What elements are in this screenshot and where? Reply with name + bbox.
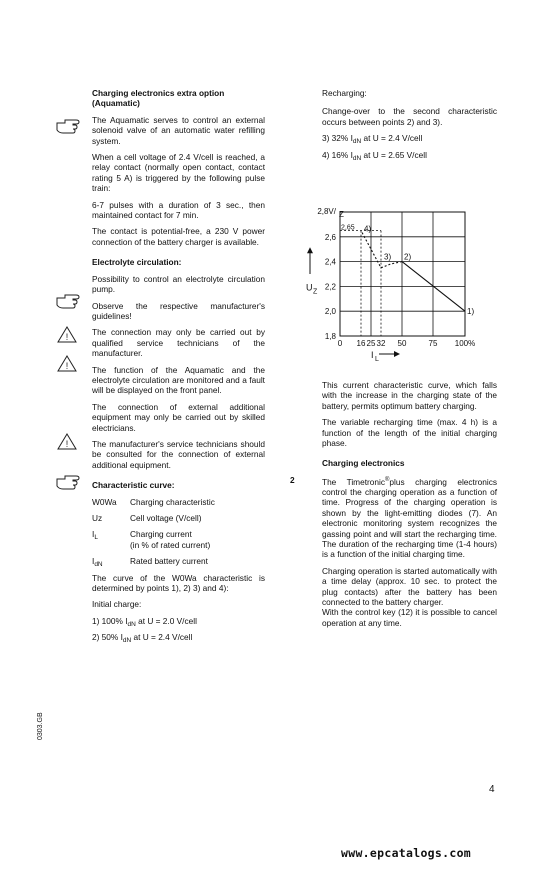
- electricians-paragraph: The connection of external additional equipment may only be carried out by skilled electricians.: [92, 401, 265, 433]
- pump-paragraph: Possibility to control an electrolyte circulation pump.: [92, 273, 265, 295]
- y-tick-label: 2,2: [324, 282, 336, 292]
- x-axis-label: I: [371, 350, 374, 360]
- pointing-hand-icon: [56, 474, 80, 490]
- x-axis-arrowhead: [394, 351, 400, 357]
- definition-row: [92, 497, 265, 507]
- x-axis-label-sub: L: [375, 356, 379, 363]
- point-label-4: 4): [364, 224, 372, 234]
- x-tick-label: 50: [397, 339, 407, 348]
- definition-desc: Charging characteristic: [130, 496, 215, 507]
- y-axis-label: U: [306, 282, 313, 293]
- plot-frame: [340, 212, 465, 336]
- x-tick-label: 32: [376, 339, 386, 348]
- auto-start-paragraph: Charging operation is started automatically with a time delay (approx. 10 sec. to protect the plug contacts) after the battery has been connected to the battery charger.: [322, 565, 497, 608]
- recharging-label: Recharging:: [322, 88, 367, 98]
- cell-voltage-paragraph: When a cell voltage of 2.4 V/cell is reached, a relay contact (normally open contact, contact rating 5 A) is triggered by the following pulse train:: [92, 152, 265, 194]
- y-axis-top-label: 2,8V/: [317, 207, 336, 216]
- x-tick-label: 16: [356, 339, 366, 348]
- y-axis-label-sub: Z: [313, 288, 318, 296]
- svg-text:!: !: [65, 361, 69, 371]
- recharge-point-4: 4) 16% $I_{dN}$ at U = 2.65 V/cell: [322, 149, 427, 162]
- definition-row: [92, 556, 265, 569]
- aquamatic-paragraph: The Aquamatic serves to control an external solenoid valve of an automatic water refilling system.: [92, 114, 265, 146]
- characteristic-curve-chart: [300, 198, 490, 363]
- point-label-1: 1): [467, 307, 475, 317]
- point-label-2: 2): [404, 252, 412, 262]
- warning-triangle-icon: [57, 326, 77, 343]
- recharging-time-paragraph: The variable recharging time (max. 4 h) is a function of the length of the initial charging phase.: [322, 417, 497, 449]
- pointing-hand-icon: [56, 293, 80, 309]
- qualified-paragraph: The connection may only be carried out by qualified service technicians of the manufacturer.: [92, 327, 265, 359]
- x-tick-label: 75: [428, 339, 438, 348]
- x-tick-label: 0: [337, 339, 343, 348]
- control-key-paragraph: With the control key (12) it is possible to cancel operation at any time.: [322, 607, 497, 628]
- contact-paragraph: The contact is potential-free, a 230 V power connection of the battery charger is available.: [92, 226, 265, 247]
- right-column-top: [322, 88, 497, 160]
- watermark-url: www.epcatalogs.com: [341, 846, 472, 860]
- svg-text:!: !: [65, 439, 69, 449]
- svg-text:!: !: [65, 332, 69, 342]
- recharge-point-3: 3) 32% $I_{dN}$ at U = 2.4 V/cell: [322, 133, 423, 146]
- y-tick-label: 2,4: [324, 257, 336, 267]
- initial-charge-label: Initial charge:: [92, 599, 142, 610]
- warning-triangle-icon: [57, 355, 77, 372]
- y-tick-label: 2,0: [324, 307, 336, 317]
- section-title-electrolyte: Electrolyte circulation:: [92, 257, 182, 268]
- definition-term: $I_{dN}$: [92, 556, 103, 569]
- definition-desc: Cell voltage (V/cell): [130, 513, 202, 523]
- monitor-paragraph: The function of the Aquamatic and the electrolyte circulation are monitored and a fault will be displayed on the front panel.: [92, 364, 265, 396]
- page-number: 4: [489, 784, 495, 795]
- section-title-charging-electronics: Charging electronics: [322, 458, 405, 469]
- definition-list: [92, 497, 265, 567]
- section-title-aquamatic: Charging electronics extra option (Aquamatic): [92, 88, 225, 109]
- technicians-paragraph: The manufacturer's service technicians should be consulted for the connection of external additional equipment.: [92, 438, 265, 470]
- curve-description-paragraph: This current characteristic curve, which falls with the increase in the charging state of the battery, permits optimum battery charging.: [322, 380, 497, 411]
- right-column-bottom: [322, 380, 497, 628]
- definition-row: [92, 513, 265, 523]
- guidelines-paragraph: Observe the respective manufacturer's guidelines!: [92, 300, 265, 321]
- timetronic-paragraph: The Timetronic®plus charging electronics control the charging operation as a function of time. Progress of the charging operation is shown by the light-emitting diodes (7). An electronic monitoring system recognizes the gassing point and will start the recharging time. The duration of the recharging time (1-4 hours) is a function of the initial charging time.: [322, 476, 497, 560]
- definition-row: [92, 529, 265, 550]
- definition-term: Uz: [92, 513, 103, 523]
- section-title-curve: Characteristic curve:: [92, 480, 175, 491]
- side-code: 0303.GB: [37, 712, 44, 740]
- y-tick-label: 1,8: [324, 332, 336, 341]
- initial-charge-point-1: 1) 100% $I_{dN}$ at U = 2.0 V/cell: [92, 615, 197, 628]
- definition-desc: Rated battery current: [130, 556, 208, 567]
- x-tick-label: 100%: [454, 339, 476, 348]
- section-number: 2: [290, 475, 295, 485]
- series-line: [361, 231, 402, 268]
- definition-term: W0Wa: [92, 496, 117, 507]
- point-label-3: 3): [384, 252, 392, 262]
- pointing-hand-icon: [56, 118, 80, 134]
- pulses-paragraph: 6-7 pulses with a duration of 3 sec., then maintained contact for 7 min.: [92, 199, 265, 221]
- definition-term: $I_L$: [92, 529, 98, 542]
- annotation-265: 2,65: [341, 224, 355, 232]
- initial-charge-point-2: 2) 50% $I_{dN}$ at U = 2.4 V/cell: [92, 632, 193, 645]
- changeover-paragraph: Change-over to the second characteristic occurs between points 2) and 3).: [322, 106, 497, 127]
- curve-points-paragraph: The curve of the W0Wa characteristic is determined by points 1), 2) 3) and 4):: [92, 572, 265, 594]
- warning-triangle-icon: [57, 433, 77, 450]
- left-column: [92, 88, 265, 643]
- x-tick-label: 25: [366, 339, 376, 348]
- y-axis-arrowhead: [307, 247, 313, 253]
- definition-desc: Charging current (in % of rated current): [130, 529, 211, 550]
- y-axis-top-label-sub: Z: [339, 210, 344, 219]
- y-tick-label: 2,6: [324, 232, 336, 242]
